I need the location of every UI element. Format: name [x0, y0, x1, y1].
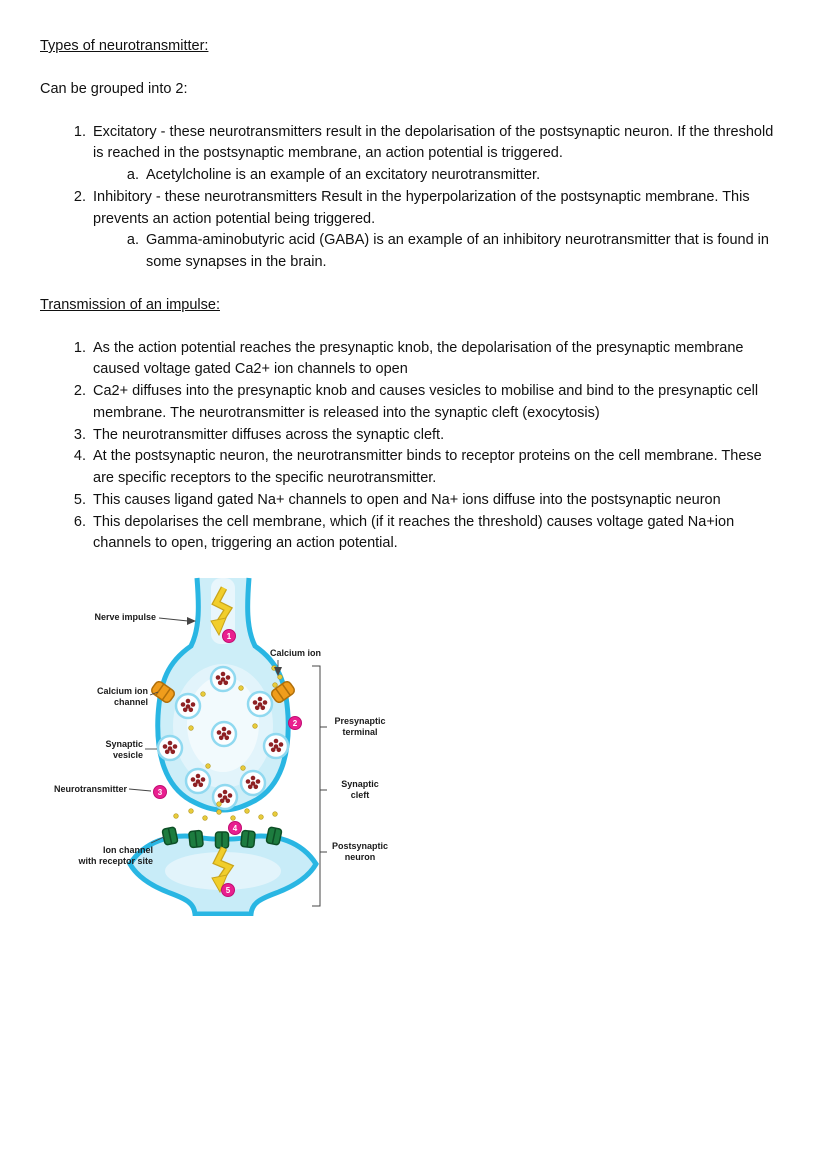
list-item-text: Acetylcholine is an example of an excitatory neurotransmitter.: [146, 167, 541, 183]
synaptic-vesicle: [176, 694, 200, 718]
step-item-1: [90, 338, 780, 382]
label-postsynaptic-neuron-line2: neuron: [344, 852, 376, 862]
step-marker-2: [289, 717, 302, 730]
step-marker-1: [223, 630, 236, 643]
synaptic-vesicle: [241, 771, 265, 795]
synaptic-vesicle: [158, 736, 182, 760]
label-calcium-ion-channel-line2: channel: [113, 697, 148, 707]
label-calcium-ion-channel-line1: Calcium ion: [96, 686, 148, 696]
svg-text:3: 3: [157, 788, 163, 797]
label-nerve-impulse: Nerve impulse: [94, 612, 156, 622]
svg-text:1: 1: [226, 632, 232, 641]
types-list: [40, 122, 780, 274]
synaptic-vesicle: [248, 692, 272, 716]
receptor-channel: [216, 832, 229, 848]
step-item-3: [90, 425, 780, 447]
label-presynaptic-terminal-line2: terminal: [342, 727, 378, 737]
synapse-illustration: [48, 576, 393, 916]
list-item-inhibitory: [90, 187, 780, 274]
label-presynaptic-terminal-line1: Presynaptic: [334, 716, 386, 726]
synaptic-vesicle: [211, 667, 235, 691]
list-item-text: Inhibitory - these neurotransmitters Result in the hyperpolarization of the postsynaptic membrane. This prevents an action potential being triggered.: [93, 188, 750, 227]
intro-paragraph: Can be grouped into 2:: [40, 80, 188, 97]
inhibitory-sub-list: [93, 230, 780, 274]
synaptic-vesicle: [213, 785, 237, 809]
receptor-channel: [162, 827, 178, 845]
step-marker-4: [229, 822, 242, 835]
label-synaptic-cleft-line2: cleft: [350, 790, 370, 800]
svg-text:2: 2: [292, 719, 298, 728]
list-item-gaba: [143, 230, 780, 274]
label-neurotransmitter: Neurotransmitter: [53, 784, 127, 794]
step-item-4: [90, 446, 780, 490]
step-text: This causes ligand gated Na+ channels to open and Na+ ions diffuse into the postsynaptic neuron: [93, 491, 721, 508]
svg-text:4: 4: [232, 824, 238, 833]
receptor-channel: [189, 830, 204, 847]
label-synaptic-cleft-line1: Synaptic: [341, 779, 379, 789]
label-postsynaptic-neuron-line1: Postsynaptic: [331, 841, 389, 851]
step-text: As the action potential reaches the presynaptic knob, the depolarisation of the presynaptic membrane caused voltage gated Ca2+ ion channels to open: [93, 339, 744, 378]
step-item-5: [90, 490, 780, 512]
step-item-2: [90, 381, 780, 425]
label-calcium-ion: Calcium ion: [270, 648, 322, 658]
step-item-6: [90, 512, 780, 556]
heading-transmission-of-impulse: Transmission of an impulse:: [40, 296, 220, 313]
list-item-text: Gamma-aminobutyric acid (GABA) is an example of an inhibitory neurotransmitter that is found in some synapses in the brain.: [146, 232, 769, 270]
excitatory-sub-list: [93, 165, 780, 187]
synaptic-vesicle: [212, 722, 236, 746]
label-ion-channel-line2: with receptor site: [78, 856, 153, 866]
step-text: The neurotransmitter diffuses across the synaptic cleft.: [93, 426, 445, 443]
synaptic-vesicle: [186, 769, 210, 793]
list-item-excitatory: [90, 122, 780, 187]
transmission-steps-list: [40, 338, 780, 556]
list-item-text: Excitatory - these neurotransmitters result in the depolarisation of the postsynaptic neuron. If the threshold is reached in the postsynaptic membrane, an action potential is triggered.: [93, 123, 774, 162]
synapse-diagram: [48, 576, 780, 924]
label-synaptic-vesicle-line2: vesicle: [112, 750, 143, 760]
step-marker-3: [154, 786, 167, 799]
receptor-channel: [241, 830, 256, 847]
step-text: At the postsynaptic neuron, the neurotransmitter binds to receptor proteins on the cell membrane. These are specific receptors to the specific neurotransmitter.: [93, 448, 762, 486]
synaptic-vesicle: [264, 734, 288, 758]
label-ion-channel-line1: Ion channel: [102, 845, 153, 855]
step-text: Ca2+ diffuses into the presynaptic knob and causes vesicles to mobilise and bind to the presynaptic cell membrane. The neurotransmitter is released into the synaptic cleft (exocytosis): [93, 383, 759, 421]
step-marker-5: [222, 884, 235, 897]
step-text: This depolarises the cell membrane, which (if it reaches the threshold) causes voltage gated Na+ion channels to open, triggering an action potential.: [93, 513, 735, 552]
receptor-channel: [266, 827, 282, 845]
label-synaptic-vesicle-line1: Synaptic: [105, 739, 143, 749]
heading-types-of-neurotransmitter: Types of neurotransmitter:: [40, 38, 209, 54]
svg-text:5: 5: [225, 886, 231, 895]
list-item-acetylcholine: [143, 165, 780, 187]
